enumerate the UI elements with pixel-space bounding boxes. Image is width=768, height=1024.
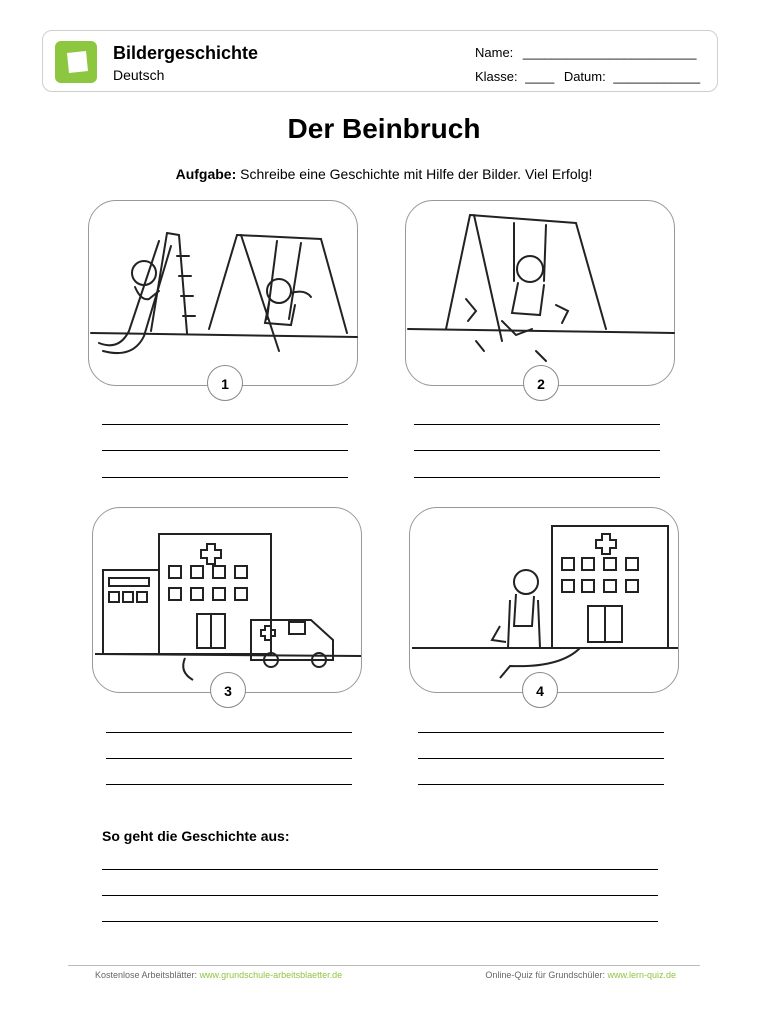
panel-number-4: 4 xyxy=(522,672,558,708)
logo-square-icon xyxy=(55,41,97,83)
page-title: Der Beinbruch xyxy=(287,113,481,144)
picture-panel-4 xyxy=(409,507,679,699)
writing-line-1a[interactable] xyxy=(102,424,348,425)
footer-right xyxy=(485,970,676,980)
datum-label: Datum: xyxy=(563,69,606,84)
ending-line-1[interactable] xyxy=(102,869,658,870)
klasse-datum-fields xyxy=(475,69,700,84)
name-blank[interactable]: ________________________ xyxy=(522,45,697,60)
klasse-blank[interactable]: ____ xyxy=(525,69,555,84)
datum-blank[interactable]: ____________ xyxy=(613,69,701,84)
picture-panel-1 xyxy=(88,200,358,392)
header-title: Bildergeschichte xyxy=(113,43,259,63)
picture-panel-3 xyxy=(92,507,362,699)
panel-number-1: 1 xyxy=(207,365,243,401)
writing-line-2a[interactable] xyxy=(414,424,660,425)
writing-line-1b[interactable] xyxy=(102,450,348,451)
klasse-label: Klasse: xyxy=(475,69,518,84)
ending-label: So geht die Geschichte aus: xyxy=(102,828,290,844)
ending-line-3[interactable] xyxy=(102,921,658,922)
task-instruction xyxy=(0,166,768,182)
footer-left xyxy=(95,970,342,980)
ending-line-2[interactable] xyxy=(102,895,658,896)
girl-falling-from-swing-illustration xyxy=(406,201,676,387)
writing-line-3a[interactable] xyxy=(106,732,352,733)
task-label: Aufgabe: xyxy=(175,166,237,182)
footer-left-prefix: Kostenlose Arbeitsblätter: xyxy=(95,970,200,980)
task-text: Schreibe eine Geschichte mit Hilfe der Bilder. Viel Erfolg! xyxy=(236,166,593,182)
footer-divider xyxy=(68,965,700,966)
footer-left-link[interactable]: www.grundschule-arbeitsblaetter.de xyxy=(199,970,343,980)
name-field[interactable] xyxy=(475,45,696,60)
hospital-ambulance-illustration xyxy=(93,508,363,694)
writing-line-4c[interactable] xyxy=(418,784,664,785)
writing-line-4a[interactable] xyxy=(418,732,664,733)
worksheet-header xyxy=(42,30,718,92)
girl-on-crutches-hospital-illustration xyxy=(410,508,680,694)
footer-right-prefix: Online-Quiz für Grundschüler: xyxy=(485,970,608,980)
writing-line-1c[interactable] xyxy=(102,477,348,478)
panel-number-2: 2 xyxy=(523,365,559,401)
picture-panel-2 xyxy=(405,200,675,392)
footer-right-link[interactable]: www.lern-quiz.de xyxy=(607,970,676,980)
writing-line-2c[interactable] xyxy=(414,477,660,478)
writing-line-2b[interactable] xyxy=(414,450,660,451)
header-subject: Deutsch xyxy=(113,67,165,83)
playground-slide-swing-illustration xyxy=(89,201,359,387)
panel-number-3: 3 xyxy=(210,672,246,708)
writing-line-3c[interactable] xyxy=(106,784,352,785)
name-label: Name: xyxy=(475,45,514,60)
writing-line-4b[interactable] xyxy=(418,758,664,759)
writing-line-3b[interactable] xyxy=(106,758,352,759)
